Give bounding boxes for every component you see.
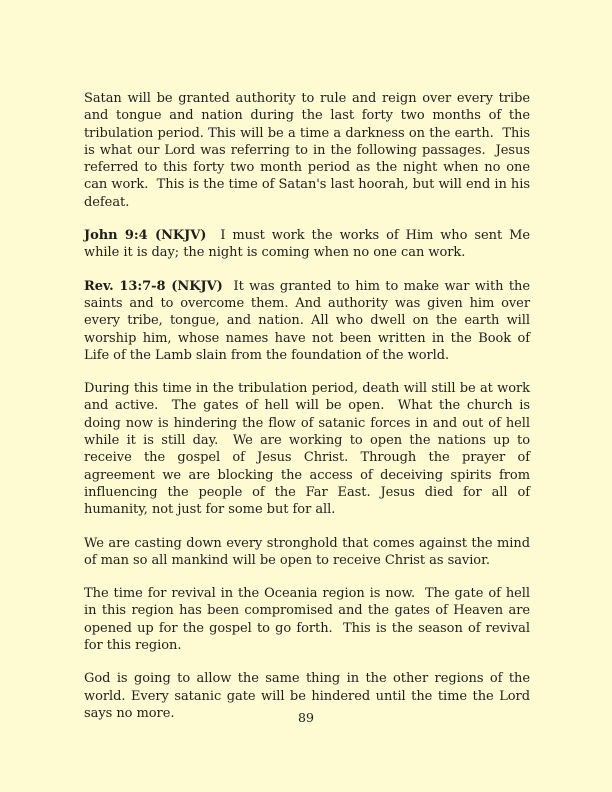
verse-text: It was granted to him to make war with the saints and to overcome them. And authority was given him over every tribe, tongue, and nation. All who dwell on the earth will worship him, whose names have not been written in the Book of Life of the Lamb slain from the foundation of the world.	[84, 278, 535, 363]
body-paragraph	[84, 585, 535, 654]
page-number: 89	[298, 710, 314, 725]
paragraph-text: The time for revival in the Oceania region is now. The gate of hell in this region has been compromised and the gates of Heaven are opened up for the gospel to go forth. This is the season of revival for this region.	[84, 586, 535, 654]
verse-reference: John 9:4 (NKJV)	[84, 228, 207, 244]
verse-text: I must work the works of Him who sent Me while it is day; the night is coming when no one can work.	[84, 228, 535, 261]
body-paragraph	[84, 535, 535, 570]
paragraph-text: During this time in the tribulation period, death will still be at work and active. The gates of hell will be open. What the church is doing now is hindering the flow of satanic forces in and out of hell while it is still day. We are working to open the nations up to receive the gospel of Jesus Christ. Through the prayer of agreement we are blocking the access of deceiving spirits from influencing the people of the Far East. Jesus died for all of humanity, not just for some but for all.	[84, 381, 535, 518]
body-paragraph	[84, 90, 535, 211]
verse-reference: Rev. 13:7-8 (NKJV)	[84, 278, 223, 294]
body-paragraph	[84, 380, 535, 518]
paragraph-text: We are casting down every stronghold that comes against the mind of man so all mankind will be open to receive Christ as savior.	[84, 535, 535, 568]
page-body	[84, 90, 535, 738]
paragraph-text: God is going to allow the same thing in the other regions of the world. Every satanic gate will be hindered until the time the Lord says no more.	[84, 671, 535, 721]
scripture-paragraph	[84, 278, 535, 364]
scripture-paragraph	[84, 227, 535, 262]
paragraph-text: Satan will be granted authority to rule and reign over every tribe and tongue and nation during the last forty two months of the tribulation period. This will be a time a darkness on the earth. This is what our Lord was referring to in the following passages. Jesus referred to this forty two month period as the night when no one can work. This is the time of Satan's last hoorah, but will end in his defeat.	[84, 91, 535, 210]
